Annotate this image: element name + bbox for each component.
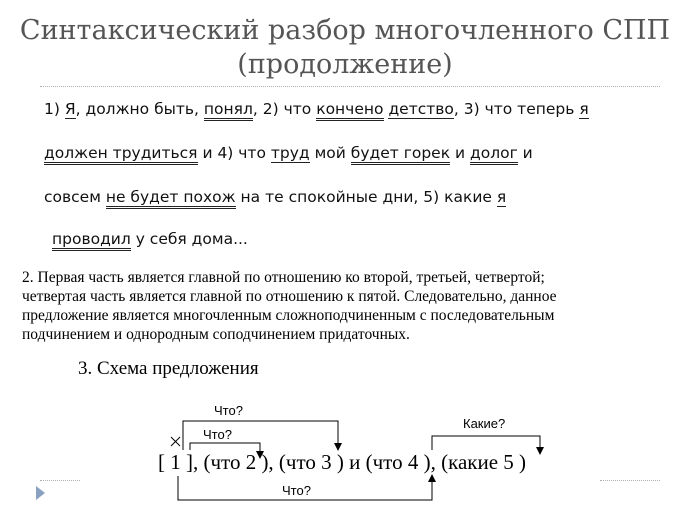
text: совсем	[44, 188, 106, 206]
text: 1)	[44, 100, 65, 118]
paragraph-line-3: предложение является многочленным сложноподчиненным с последовательным	[22, 307, 555, 324]
text: и 4) что	[197, 144, 271, 162]
text: на те спокойные дни, 5) какие	[235, 188, 497, 206]
subject-word: я	[579, 100, 589, 118]
scheme-heading: 3. Схема предложения	[78, 358, 259, 379]
paragraph-line-1: 2. Первая часть является главной по отношению ко второй, третьей, четвертой;	[22, 269, 545, 286]
cross-mark-icon	[171, 437, 180, 446]
text: и	[517, 144, 533, 162]
question-label-bottom: Что?	[282, 483, 311, 498]
paragraph-line-4: подчинением и однородным соподчинением придаточных.	[22, 326, 410, 343]
question-label-inner: Что?	[203, 427, 232, 442]
predicate-word: понял	[204, 100, 253, 121]
predicate-word: долог	[470, 144, 518, 165]
subject-word: я	[496, 188, 507, 206]
text: мой	[309, 144, 351, 162]
text: , 3) что теперь	[453, 100, 580, 118]
text: и	[450, 144, 471, 162]
predicate-word: проводил	[52, 230, 131, 251]
text: , 2) что	[252, 100, 317, 118]
arrow-4-to-5	[432, 436, 540, 451]
subject-word: детство	[388, 100, 454, 118]
subject-word: Я	[64, 100, 76, 118]
predicate-word: должен трудиться	[44, 144, 198, 165]
text: у себя дома...	[130, 230, 248, 248]
title-line-2: (продолжение)	[237, 49, 453, 80]
subject-word: труд	[270, 144, 310, 162]
scheme-formula: [ 1 ], (что 2 ), (что 3 ) и (что 4 ), (какие 5 )	[158, 450, 527, 474]
question-label-outer: Что?	[214, 403, 243, 418]
predicate-word: не будет похож	[106, 188, 236, 209]
text: , должно быть,	[75, 100, 204, 118]
paragraph-line-2: четвертая часть является главной по отношению к пятой. Следовательно, данное	[22, 288, 557, 305]
title-line-1: Синтаксический разбор многочленного СПП	[19, 15, 671, 46]
question-label-right: Какие?	[463, 416, 506, 431]
predicate-word: кончено	[316, 100, 383, 121]
predicate-word: будет горек	[351, 144, 450, 165]
